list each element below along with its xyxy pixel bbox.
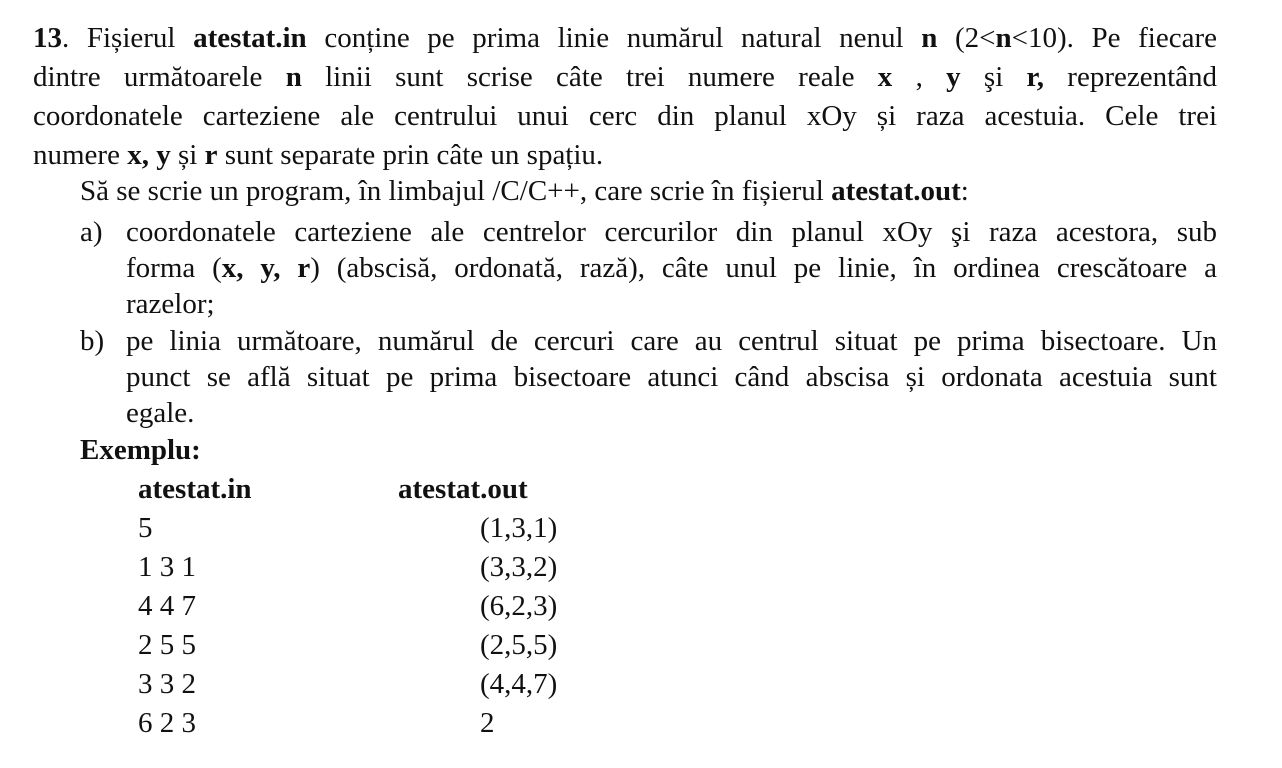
output-line: (3,3,2) (480, 551, 558, 583)
example-heading: Exemplu: (80, 434, 201, 466)
item-text (126, 214, 1217, 322)
bold-term: x, y (127, 139, 171, 171)
item-line: pe linia următoare, numărul de cercuri care au centrul situat pe prima bisectoare. Un (126, 325, 1217, 357)
intro-line: numere x, y și r sunt separate prin câte un spațiu. (33, 139, 604, 171)
intro-line: coordonatele carteziene ale centrului unui cerc din planul xOy și raza acestuia. Cele trei (33, 100, 1217, 132)
example-input-column (138, 470, 252, 743)
input-file-header: atestat.in (138, 473, 252, 505)
example-output-column (480, 509, 557, 743)
bold-term: n (995, 22, 1012, 54)
input-line: 5 (138, 512, 153, 544)
bold-term: y (946, 61, 961, 93)
problem-statement (33, 19, 1217, 175)
input-line: 2 5 5 (138, 629, 196, 661)
output-line: 2 (480, 707, 495, 739)
item-marker: b) (80, 325, 105, 357)
bold-term: x, y, r (221, 252, 311, 284)
item-text (126, 323, 1217, 431)
bold-term: n (285, 61, 302, 93)
item-marker: a) (80, 216, 103, 248)
intro-line: 13. Fișierul atestat.in conține pe prima linie numărul natural nenul n (2<n<10). Pe fiecare (33, 22, 1217, 54)
output-line: (6,2,3) (480, 590, 558, 622)
bold-term: 13 (33, 22, 62, 54)
item-line: coordonatele carteziene ale centrelor cercurilor din planul xOy şi raza acestora, sub (126, 216, 1217, 248)
bold-term: x (877, 61, 893, 93)
output-line: (2,5,5) (480, 629, 558, 661)
item-line: punct se află situat pe prima bisectoare atunci când abscisa și ordonata acestuia sunt (126, 361, 1217, 393)
bold-term: r (204, 139, 218, 171)
input-line: 6 2 3 (138, 707, 196, 739)
input-line: 3 3 2 (138, 668, 196, 700)
bold-term: n (921, 22, 938, 54)
bold-term: r, (1026, 61, 1045, 93)
input-line: 4 4 7 (138, 590, 196, 622)
output-line: (1,3,1) (480, 512, 558, 544)
intro-line: dintre următoarele n linii sunt scrise câte trei numere reale x , y şi r, reprezentând (33, 61, 1218, 93)
item-line: forma (x, y, r) (abscisă, ordonată, rază), câte unul pe linie, în ordinea crescătoare a (126, 252, 1217, 284)
bold-term: atestat.in (193, 22, 307, 54)
output-line: (4,4,7) (480, 668, 558, 700)
item-line: egale. (126, 397, 195, 429)
item-line: razelor; (126, 288, 215, 320)
output-file-header: atestat.out (398, 473, 528, 505)
bold-term: atestat.out (831, 175, 961, 207)
input-line: 1 3 1 (138, 551, 196, 583)
requirement-sentence: Să se scrie un program, în limbajul /C/C++, care scrie în fișierul atestat.out: (80, 175, 969, 207)
